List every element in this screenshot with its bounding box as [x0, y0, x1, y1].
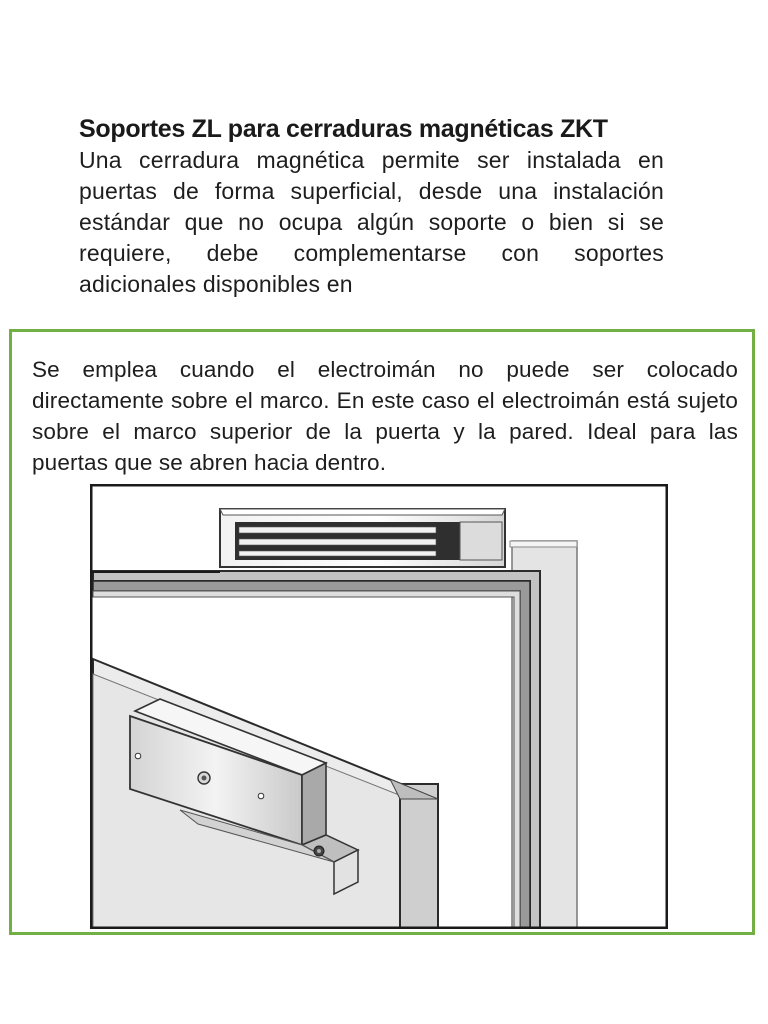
installation-illustration: [90, 484, 668, 929]
card-description: Se emplea cuando el electroimán no puede ser colocado directamente sobre el marco. En este caso el electroimán está sujeto sobre el marco superior de la puerta y la pared. Ideal para las puertas que se abren hacia dentro.: [32, 357, 738, 475]
page-title: Soportes ZL para cerraduras magnéticas ZKT: [79, 115, 608, 143]
intro-paragraph: Una cerradura magnética permite ser instalada en puertas de forma superficial, desde una instalación estándar que no ocupa algún soporte o bien si se requiere, debe complementarse con soportes adicionales disponibles en: [79, 147, 664, 297]
electromagnet-icon: [220, 509, 505, 567]
intro-section: [79, 114, 664, 300]
info-card: [9, 329, 755, 935]
